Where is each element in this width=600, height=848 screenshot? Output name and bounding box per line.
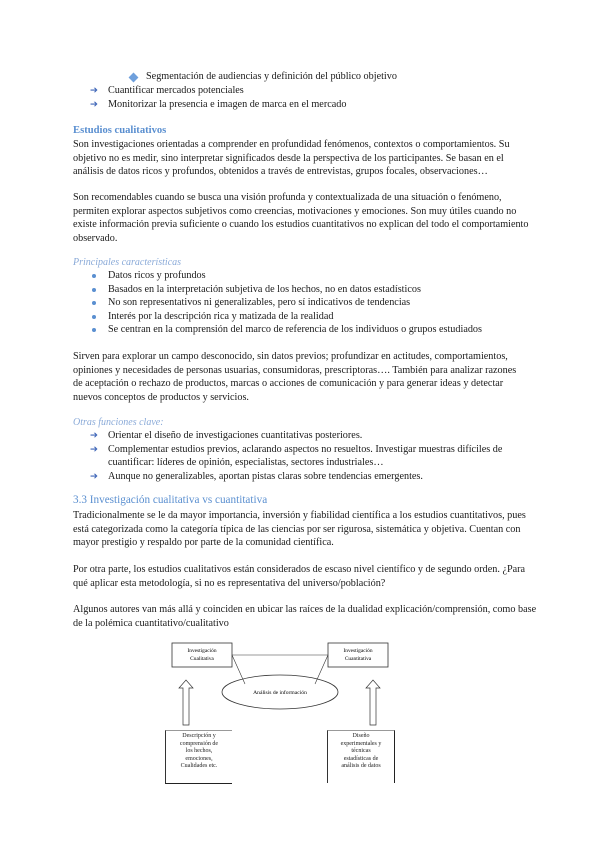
up-arrow-icon <box>366 680 380 725</box>
note-box-right: Diseño experimentales y técnicas estadísticas de análisis de datos <box>327 730 395 783</box>
top-arrow-list <box>90 84 568 111</box>
other-functions-list <box>90 429 533 483</box>
characteristics-list <box>108 269 568 337</box>
bullet-dot-icon <box>92 288 96 292</box>
paragraph: Tradicionalmente se le da mayor importancia, inversión y fiabilidad científica a los estudios cuantitativos, pues está categorizada como la categoría típica de las ciencias por ser rigurosa, sistemática y objetiva. Cuentan con mayor prestigio y respaldo por parte de la comunidad científica. <box>73 510 526 549</box>
list-item: Interés por la descripción rica y matizada de la realidad <box>108 310 568 324</box>
box-cuantitativa <box>328 643 388 667</box>
list-item: ➔ Complementar estudios previos, aclarando aspectos no resueltos. Investigar muestras difíciles de cuantificar: líderes de opinión, especialistas, sectores industriales… <box>90 443 503 469</box>
svg-text:Cualitativa: Cualitativa <box>190 656 214 662</box>
list-item: ➔ Orientar el diseño de investigaciones cuantitativas posteriores. <box>90 430 363 441</box>
box-cualitativa <box>172 643 232 667</box>
section-heading: Estudios cualitativos <box>73 125 167 136</box>
arrow-icon: ➔ <box>90 85 98 96</box>
arrow-icon: ➔ <box>90 98 98 110</box>
paragraph: Son recomendables cuando se busca una visión profunda y contextualizada de una situación o fenómeno, permiten explorar aspectos subjetivos como creencias, motivaciones y emociones. Son muy útiles cuando no existe información previa suficiente o cuando los estudios cuantitativos no explican del todo el comportamiento observado. <box>73 192 529 244</box>
paragraph: Sirven para explorar un campo desconocido, sin datos previos; profundizar en actitudes, comportamientos, opiniones y necesidades de personas usuarias, consumidoras, prescriptoras…. También para analizar razones de aceptación o rechazo de productos, marcas o acciones de comunicación y para generar ideas y detectar nuevos conceptos de productos y servicios. <box>73 351 517 403</box>
paragraph: Por otra parte, los estudios cualitativos están considerados de escaso nivel científico y de segundo orden. ¿Para qué aplicar esta metodología, si no es representativa del universo/población? <box>73 564 526 589</box>
list-item: Datos ricos y profundos <box>108 269 568 283</box>
section-heading: 3.3 Investigación cualitativa vs cuantitativa <box>73 494 268 506</box>
subheading: Otras funciones clave: <box>73 417 164 428</box>
paragraph: Algunos autores van más allá y coinciden en ubicar las raíces de la dualidad explicación/comprensión, como base de la polémica cuantitativo/cualitativo <box>73 604 537 629</box>
connector-line <box>232 655 245 684</box>
list-item: Se centran en la comprensión del marco de referencia de los individuos o grupos estudiados <box>108 323 568 337</box>
connector-line <box>315 655 328 684</box>
arrow-icon: ➔ <box>90 430 98 441</box>
list-item: No son representativos ni generalizables, pero sí indicativos de tendencias <box>108 296 568 310</box>
list-item: ➔ Cuantificar mercados potenciales <box>90 85 244 96</box>
list-item: ➔ Aunque no generalizables, aportan pistas claras sobre tendencias emergentes. <box>90 470 423 482</box>
up-arrow-icon <box>179 680 193 725</box>
bullet-dot-icon <box>92 301 96 305</box>
svg-text:Cuantitativa: Cuantitativa <box>344 656 372 662</box>
bullet-dot-icon <box>92 274 96 278</box>
bullet-dot-icon <box>92 328 96 332</box>
sub-bullet-text: Segmentación de audiencias y definición del público objetivo <box>146 71 397 82</box>
arrow-icon: ➔ <box>90 470 98 482</box>
svg-text:Investigación: Investigación <box>187 648 217 654</box>
bullet-dot-icon <box>92 315 96 319</box>
arrow-icon: ➔ <box>90 443 98 455</box>
subheading: Principales características <box>73 257 182 268</box>
list-item: ➔ Monitorizar la presencia e imagen de marca en el mercado <box>90 98 347 110</box>
svg-text:Análisis de información: Análisis de información <box>253 690 307 696</box>
note-box-left: Descripción y comprensión de los hechos, emociones, Cualidades etc. <box>165 730 232 784</box>
diamond-bullet-icon <box>129 73 139 83</box>
center-ellipse <box>222 675 338 709</box>
list-item: Basados en la interpretación subjetiva de los hechos, no en datos estadísticos <box>108 283 568 297</box>
paragraph: Son investigaciones orientadas a comprender en profundidad fenómenos, contextos o comportamientos. Su objetivo no es medir, sino interpretar significados desde la perspectiva de los participantes. Se basan en el análisis de datos ricos y profundos, obtenidos a través de entrevistas, grupos focales, observaciones… <box>73 139 510 178</box>
svg-text:Investigación: Investigación <box>343 648 373 654</box>
